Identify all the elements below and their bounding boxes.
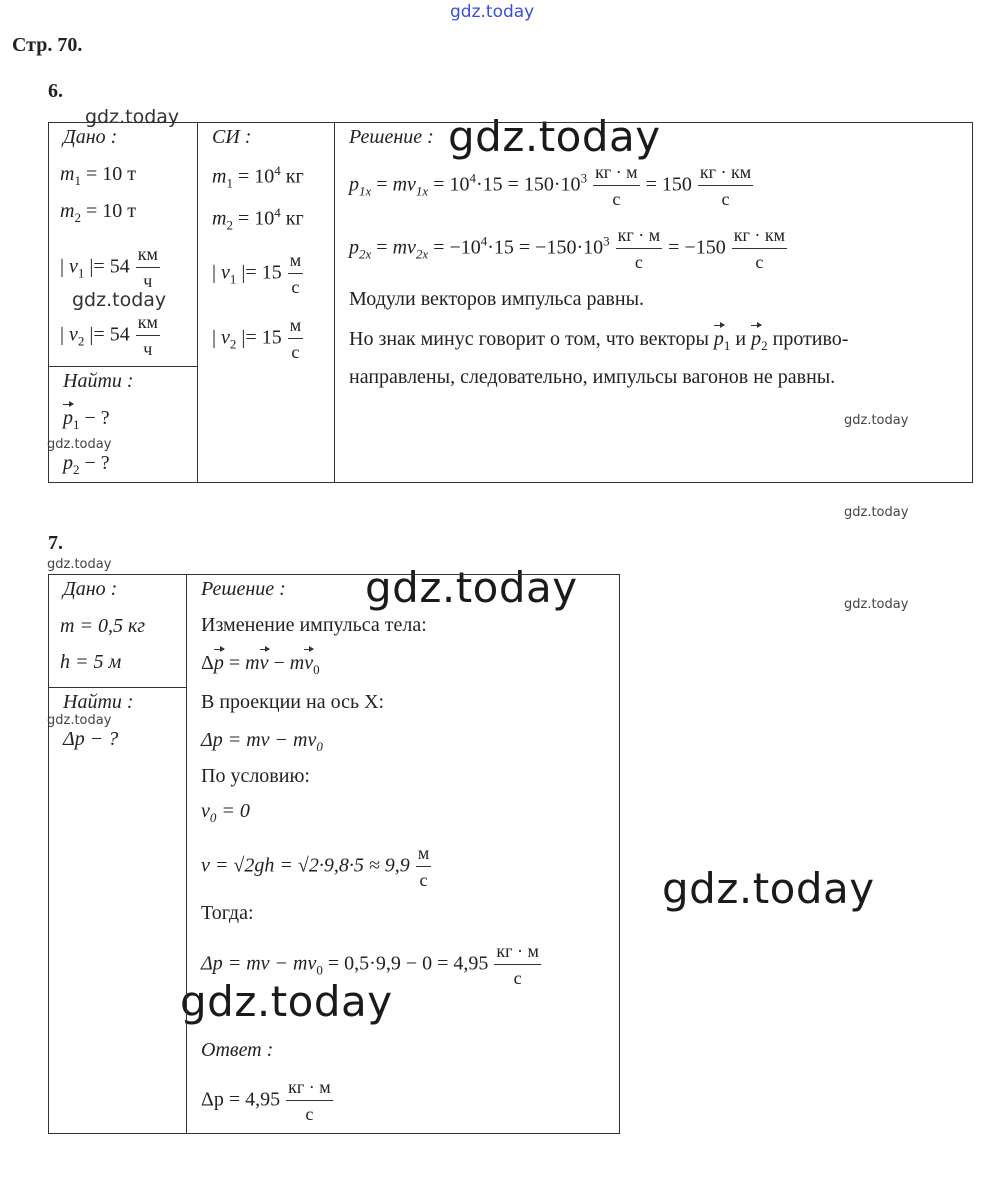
watermark: gdz.today <box>844 505 909 520</box>
watermark: gdz.today <box>844 597 909 612</box>
answer-value: Δp = 4,95 $\frac{кг \cdot м}{с}$ <box>201 1077 331 1124</box>
si-v2: | $v_2$ |= 15 $\frac{м}{с}$ <box>212 315 302 362</box>
given-label: Дано : <box>63 126 118 148</box>
solution-text-1: Модули векторов импульса равны. <box>349 288 645 310</box>
given-label: Дано : <box>63 578 118 600</box>
given-m1: $m_1 = 10$ т <box>60 163 136 188</box>
given-v2: | $v_2$ |= 54 $\frac{км}{ч}$ <box>60 312 158 359</box>
find-label: Найти : <box>63 691 134 713</box>
si-m1: $m_1 = 10^4$ кг <box>212 163 304 191</box>
watermark: gdz.today <box>47 557 112 572</box>
solution-line-1: Изменение импульса тела: <box>201 614 427 636</box>
given-mass: m = 0,5 кг <box>60 615 146 637</box>
page-header: Стр. 70. <box>12 34 83 56</box>
given-height: h = 5 м <box>60 651 122 673</box>
result-equation: Δp = mv − $mv_0 = 0,5\cdot 9,9 - 0 = 4,95$ $\frac{кг \cdot м}{с}$ <box>201 941 539 988</box>
find-label: Найти : <box>63 370 134 392</box>
watermark-large: gdz.today <box>662 864 875 913</box>
si-m2: $m_2 = 10^4$ кг <box>212 205 304 233</box>
problem-7-number: 7. <box>48 532 63 554</box>
watermark: gdz.today <box>85 106 180 128</box>
watermark-large: gdz.today <box>365 563 578 612</box>
watermark: gdz.today <box>844 413 909 428</box>
answer-label: Ответ : <box>201 1039 274 1061</box>
solution-line-5: По условию: <box>201 765 310 787</box>
solution-line-6: $v_0 = 0$ <box>201 800 250 825</box>
problem-6-number: 6. <box>48 80 63 102</box>
solution-line-3: В проекции на ось X: <box>201 691 385 713</box>
equation-p2x: $p_{2x} = mv_{2x} = -10^4\cdot 15 = -150\cdot 10^3$ $\frac{кг \cdot м}{с}$ = −150 $\frac{кг \cdot км}{с}$ <box>349 225 785 272</box>
watermark: gdz.today <box>47 437 112 452</box>
given-m2: $m_2 = 10$ т <box>60 200 136 225</box>
find-p2: $p_2$ − ? <box>63 452 110 477</box>
solution-text-2: Но знак минус говорит о том, что векторы $p_1$ и $p_2$ противо- <box>349 328 849 353</box>
si-label: СИ : <box>212 126 252 148</box>
watermark-top: gdz.today <box>450 2 535 22</box>
si-v1: | $v_1$ |= 15 $\frac{м}{с}$ <box>212 250 302 297</box>
vector-equation: Δp = mv − $mv_0$ <box>201 652 320 677</box>
solution-text-3: направлены, следовательно, импульсы вагонов не равны. <box>349 366 836 388</box>
solution-label: Решение : <box>349 126 434 148</box>
find-delta-p: Δp − ? <box>63 728 119 750</box>
watermark: gdz.today <box>72 289 167 311</box>
given-v1: | $v_1$ |= 54 $\frac{км}{ч}$ <box>60 244 158 291</box>
watermark: gdz.today <box>47 713 112 728</box>
solution-label: Решение : <box>201 578 286 600</box>
solution-line-8: Тогда: <box>201 902 254 924</box>
watermark-large: gdz.today <box>448 112 661 161</box>
velocity-equation: v = √2gh = √2·9,8·5 ≈ 9,9 $\frac{м}{с}$ <box>201 843 430 890</box>
watermark-large: gdz.today <box>180 977 393 1026</box>
equation-p1x: $p_{1x} = mv_{1x} = 10^4\cdot 15 = 150\cdot 10^3$ $\frac{кг \cdot м}{с}$ = 150 $\frac{кг \cdot км}{с}$ <box>349 162 752 209</box>
solution-line-4: Δp = mv − $mv_0$ <box>201 729 323 754</box>
find-p1: $p_1$ − ? <box>63 407 110 432</box>
